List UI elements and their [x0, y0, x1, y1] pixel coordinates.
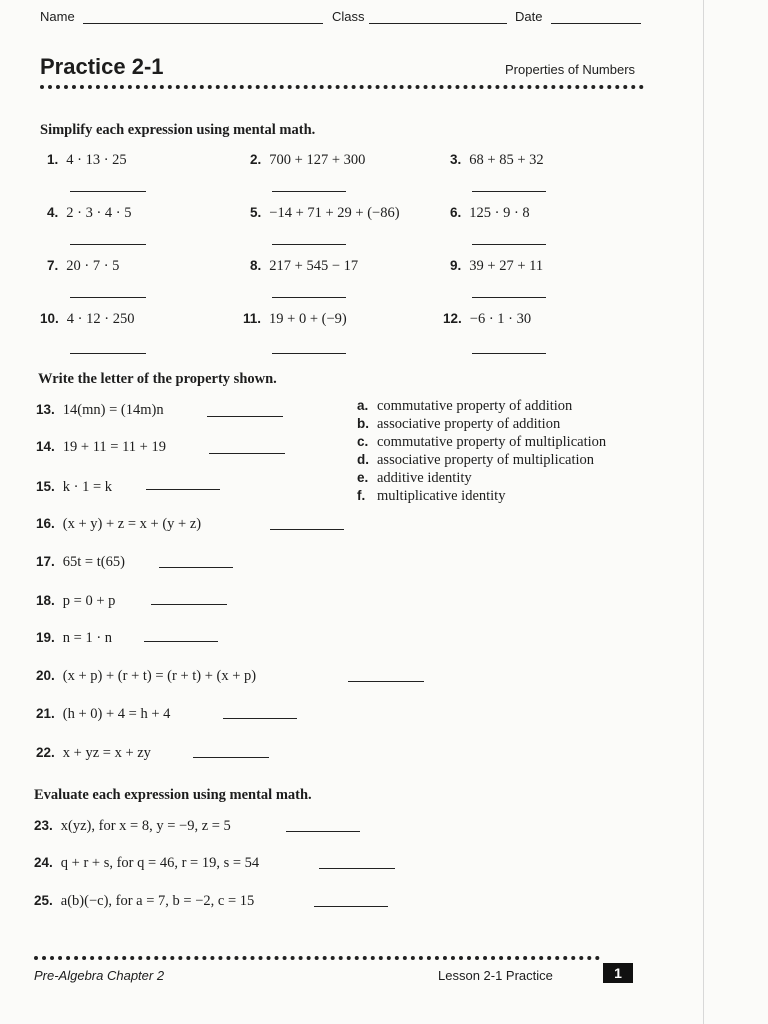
question-expression: 65t = t(65)	[62, 554, 125, 570]
question-21	[36, 705, 170, 723]
answer-blank-6[interactable]	[472, 244, 546, 245]
option-f	[357, 487, 606, 505]
question-18	[36, 592, 115, 610]
page-subtitle: Properties of Numbers	[505, 62, 636, 77]
question-expression: 68 + 85 + 32	[469, 152, 544, 168]
question-2	[250, 151, 365, 169]
question-expression: 125 · 9 · 8	[469, 205, 530, 221]
page-title: Practice 2-1	[40, 54, 164, 79]
question-expression: 2 · 3 · 4 · 5	[66, 205, 132, 221]
question-number: 4.	[47, 205, 59, 220]
question-number: 23.	[34, 818, 53, 833]
question-11	[243, 310, 347, 328]
option-a	[357, 397, 606, 415]
question-number: 16.	[36, 516, 55, 531]
question-23	[34, 817, 231, 835]
class-field[interactable]	[369, 23, 507, 24]
question-expression: x + yz = x + zy	[62, 745, 151, 761]
question-number: 2.	[250, 152, 262, 167]
answer-blank-25[interactable]	[314, 906, 388, 907]
answer-blank-23[interactable]	[286, 831, 360, 832]
answer-blank-24[interactable]	[319, 868, 395, 869]
option-c	[357, 433, 606, 451]
question-25	[34, 892, 254, 910]
date-field[interactable]	[551, 23, 641, 24]
answer-blank-18[interactable]	[151, 604, 227, 605]
answer-blank-1[interactable]	[70, 191, 146, 192]
answer-blank-8[interactable]	[272, 297, 346, 298]
question-7	[47, 257, 119, 275]
answer-blank-9[interactable]	[472, 297, 546, 298]
question-expression: 4 · 13 · 25	[66, 152, 127, 168]
answer-blank-14[interactable]	[209, 453, 285, 454]
question-expression: (h + 0) + 4 = h + 4	[62, 706, 171, 722]
option-letter: b.	[357, 416, 369, 431]
name-field[interactable]	[83, 23, 323, 24]
question-number: 25.	[34, 893, 53, 908]
question-1	[47, 151, 127, 169]
option-text: commutative property of addition	[377, 398, 573, 414]
answer-blank-11[interactable]	[272, 353, 346, 354]
question-expression: 19 + 11 = 11 + 19	[62, 439, 166, 455]
option-e	[357, 469, 606, 487]
question-expression: 20 · 7 · 5	[66, 258, 120, 274]
question-number: 14.	[36, 439, 55, 454]
question-expression: 4 · 12 · 250	[66, 311, 135, 327]
question-number: 20.	[36, 668, 55, 683]
binder-edge	[703, 0, 704, 1024]
answer-blank-19[interactable]	[144, 641, 218, 642]
question-expression: 19 + 0 + (−9)	[269, 311, 347, 327]
question-9	[450, 257, 543, 275]
question-number: 5.	[250, 205, 262, 220]
question-number: 3.	[450, 152, 462, 167]
question-number: 13.	[36, 402, 55, 417]
question-number: 6.	[450, 205, 462, 220]
question-expression: 700 + 127 + 300	[269, 152, 366, 168]
question-number: 1.	[47, 152, 59, 167]
answer-blank-16[interactable]	[270, 529, 344, 530]
answer-blank-21[interactable]	[223, 718, 297, 719]
question-13	[36, 401, 164, 419]
option-letter: c.	[357, 434, 369, 449]
question-5	[250, 204, 400, 222]
question-expression: (x + p) + (r + t) = (r + t) + (x + p)	[62, 668, 257, 684]
question-expression: 14(mn) = (14m)n	[62, 402, 164, 418]
question-22	[36, 744, 151, 762]
option-text: multiplicative identity	[377, 488, 506, 504]
answer-blank-2[interactable]	[272, 191, 346, 192]
option-letter: f.	[357, 488, 366, 503]
answer-blank-17[interactable]	[159, 567, 233, 568]
question-14	[36, 438, 166, 456]
date-label: Date	[515, 9, 543, 24]
question-expression: 39 + 27 + 11	[469, 258, 544, 274]
class-label: Class	[332, 9, 365, 24]
question-20	[36, 667, 256, 685]
question-6	[450, 204, 530, 222]
answer-blank-22[interactable]	[193, 757, 269, 758]
question-24	[34, 854, 259, 872]
question-number: 22.	[36, 745, 55, 760]
section-heading-simplify: Simplify each expression using mental math.	[40, 122, 316, 138]
question-expression: −14 + 71 + 29 + (−86)	[269, 205, 400, 221]
question-number: 7.	[47, 258, 59, 273]
footer-book-title: Pre-Algebra Chapter 2	[34, 968, 165, 983]
question-10	[40, 310, 134, 328]
question-expression: k · 1 = k	[62, 479, 113, 495]
question-number: 18.	[36, 593, 55, 608]
question-expression: (x + y) + z = x + (y + z)	[62, 516, 202, 532]
question-8	[250, 257, 358, 275]
question-4	[47, 204, 132, 222]
section-heading-evaluate: Evaluate each expression using mental math.	[34, 787, 312, 803]
footer-divider	[34, 956, 600, 960]
option-text: commutative property of multiplication	[377, 434, 607, 450]
question-number: 8.	[250, 258, 262, 273]
question-number: 21.	[36, 706, 55, 721]
answer-blank-20[interactable]	[348, 681, 424, 682]
question-number: 24.	[34, 855, 53, 870]
footer-lesson: Lesson 2-1 Practice	[438, 968, 553, 983]
answer-blank-3[interactable]	[472, 191, 546, 192]
question-3	[450, 151, 544, 169]
question-19	[36, 629, 112, 647]
question-number: 12.	[443, 311, 462, 326]
answer-blank-10[interactable]	[70, 353, 146, 354]
answer-blank-7[interactable]	[70, 297, 146, 298]
title-divider	[40, 85, 644, 89]
answer-blank-13[interactable]	[207, 416, 283, 417]
property-options	[357, 397, 606, 505]
question-number: 11.	[243, 311, 262, 326]
question-number: 19.	[36, 630, 55, 645]
question-17	[36, 553, 125, 571]
answer-blank-15[interactable]	[146, 489, 220, 490]
option-letter: d.	[357, 452, 369, 467]
answer-blank-4[interactable]	[70, 244, 146, 245]
question-expression: −6 · 1 · 30	[469, 311, 532, 327]
answer-blank-12[interactable]	[472, 353, 546, 354]
question-expression: x(yz), for x = 8, y = −9, z = 5	[60, 818, 231, 834]
question-number: 10.	[40, 311, 59, 326]
option-b	[357, 415, 606, 433]
question-expression: p = 0 + p	[62, 593, 116, 609]
question-number: 17.	[36, 554, 55, 569]
question-expression: q + r + s, for q = 46, r = 19, s = 54	[60, 855, 260, 871]
name-label: Name	[40, 9, 75, 24]
option-letter: e.	[357, 470, 369, 485]
option-text: additive identity	[377, 470, 472, 486]
question-16	[36, 515, 201, 533]
question-12	[443, 310, 531, 328]
question-expression: 217 + 545 − 17	[269, 258, 359, 274]
section-heading-properties: Write the letter of the property shown.	[38, 371, 277, 387]
option-text: associative property of addition	[377, 416, 561, 432]
question-expression: a(b)(−c), for a = 7, b = −2, c = 15	[60, 893, 255, 909]
option-text: associative property of multiplication	[377, 452, 595, 468]
page-number-badge: 1	[603, 963, 633, 983]
question-number: 15.	[36, 479, 55, 494]
option-letter: a.	[357, 398, 369, 413]
question-15	[36, 478, 112, 496]
option-d	[357, 451, 606, 469]
question-expression: n = 1 · n	[62, 630, 113, 646]
answer-blank-5[interactable]	[272, 244, 346, 245]
question-number: 9.	[450, 258, 462, 273]
